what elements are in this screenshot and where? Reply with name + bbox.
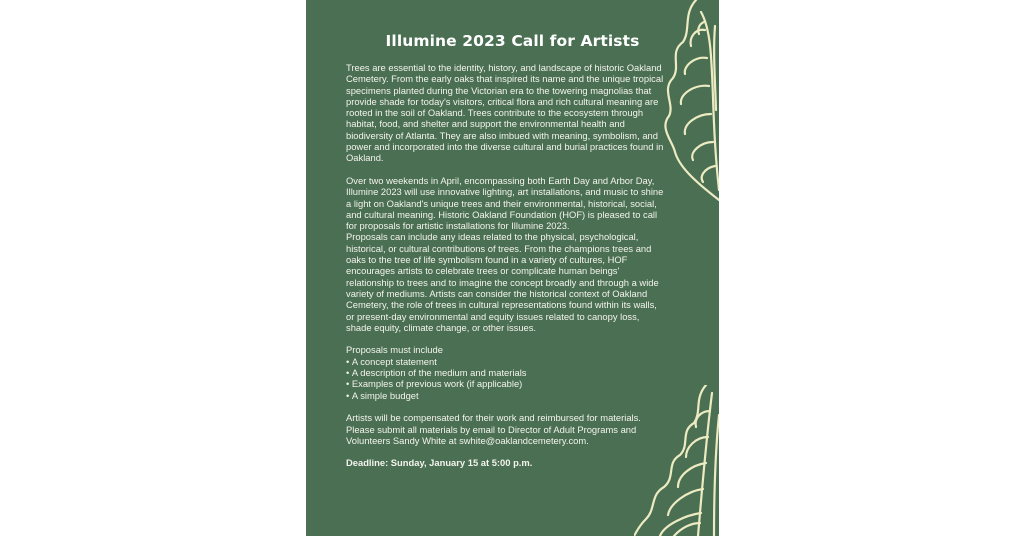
poster-body	[346, 62, 666, 469]
list-item: • Examples of previous work (if applicable)	[346, 378, 666, 389]
submission-paragraph: Artists will be compensated for their work and reimbursed for materials. Please submit all materials by email to Director of Adult Programs and Volunteers Sandy White at swhite@oaklandcemetery.com.	[346, 412, 641, 446]
poster	[306, 0, 719, 536]
event-paragraph: Over two weekends in April, encompassing both Earth Day and Arbor Day, Illumine 2023 will use innovative lighting, art installations, and music to shine a light on Oakland's unique trees and their environmental, historical, social, and cultural meaning. Historic Oakland Foundation (HOF) is pleased to call for proposals for artistic installations for Illumine 2023.	[346, 174, 664, 232]
deadline-text: Deadline: Sunday, January 15 at 5:00 p.m.	[346, 457, 533, 469]
intro-paragraph: Trees are essential to the identity, history, and landscape of historic Oakland Cemetery. From the early oaks that inspired its name and the unique tropical specimens planted during the Victorian era to the towering magnolias that provide shade for today's visitors, critical flora and rich cultural meaning are rooted in the soil of Oakland. Trees contribute to the ecosystem through habitat, food, and shelter and support the environmental health and biodiversity of Atlanta. They are also imbued with meaning, symbolism, and power and incorporated into the diverse cultural and burial practices found in Oakland.	[346, 62, 664, 164]
requirements-list	[346, 356, 666, 401]
list-item: • A concept statement	[346, 356, 666, 367]
list-item: • A description of the medium and materials	[346, 367, 666, 378]
proposals-paragraph: Proposals can include any ideas related to the physical, psychological, historical, or cultural contributions of trees. From the champions trees and oaks to the tree of life symbolism found in a variety of cultures, HOF encourages artists to celebrate trees or complicate human beings' relationship to trees and to imagine the concept broadly and through a wide variety of mediums. Artists can consider the historical context of Oakland Cemetery, the role of trees in cultural representations found within its walls, or present-day environmental and equity issues related to canopy loss, shade equity, climate change, or other issues.	[346, 231, 659, 333]
leaf-outline-top-icon	[659, 0, 719, 205]
poster-title: Illumine 2023 Call for Artists	[385, 32, 640, 50]
requirements-intro: Proposals must include	[346, 344, 443, 356]
list-item: • A simple budget	[346, 390, 666, 401]
